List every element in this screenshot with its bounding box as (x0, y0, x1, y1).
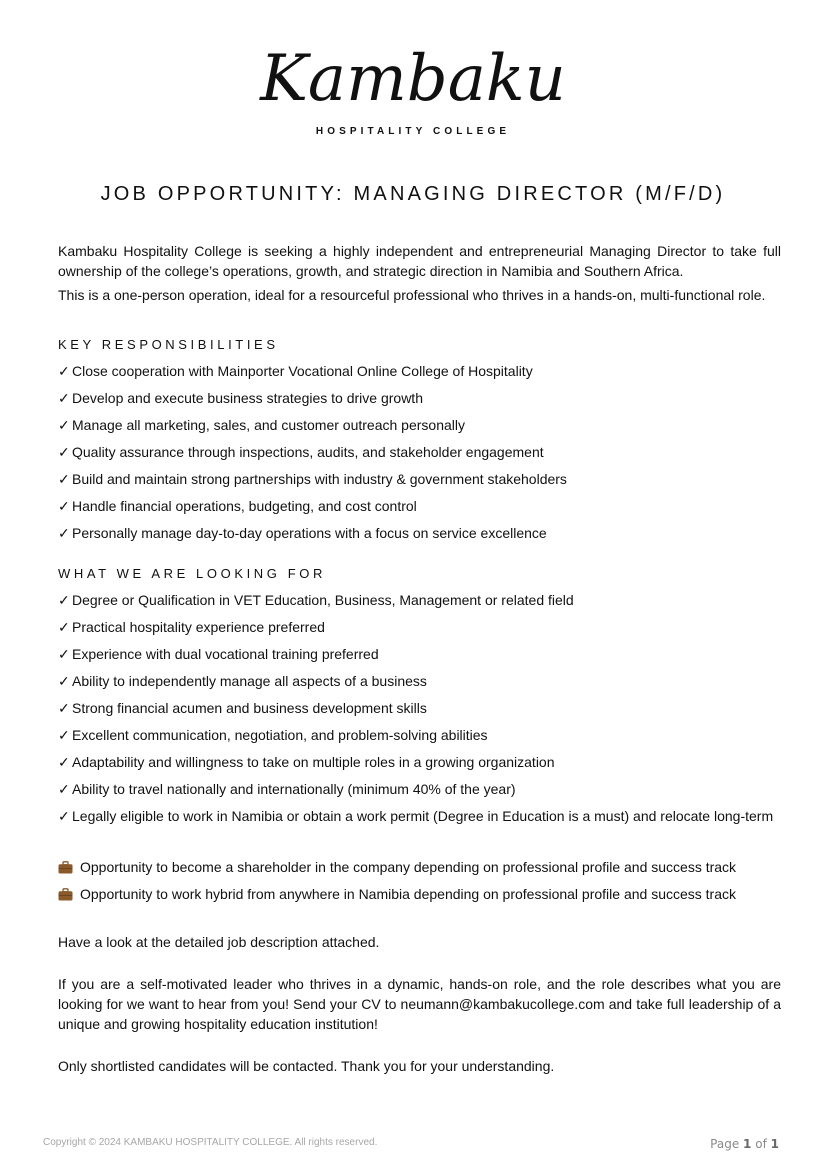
perk-item (58, 884, 781, 911)
checkmark-icon: ✓ (58, 619, 70, 635)
checkmark-icon: ✓ (58, 781, 70, 797)
checkmark-icon: ✓ (58, 471, 70, 487)
requirement-item-text: Legally eligible to work in Namibia or obtain a work permit (Degree in Education is a must) and relocate long-term (72, 808, 774, 824)
requirement-item-text: Ability to independently manage all aspects of a business (72, 673, 427, 689)
responsibility-item-text: Manage all marketing, sales, and customer outreach personally (72, 417, 465, 433)
requirement-item-text: Adaptability and willingness to take on multiple roles in a growing organization (72, 754, 555, 770)
attachment-note: Have a look at the detailed job description attached. (58, 934, 380, 950)
requirement-item (58, 698, 781, 725)
checkmark-icon: ✓ (58, 363, 70, 379)
intro-paragraph-2: This is a one-person operation, ideal for a resourceful professional who thrives in a hands-on, multi-functional role. (58, 287, 766, 303)
perk-item-text: Opportunity to become a shareholder in the company depending on professional profile and success track (80, 859, 737, 875)
responsibility-item (58, 496, 781, 523)
requirement-item (58, 671, 781, 698)
requirement-item-text: Excellent communication, negotiation, and problem-solving abilities (72, 727, 488, 743)
page-total: 1 (770, 1137, 779, 1151)
perk-item-text: Opportunity to work hybrid from anywhere in Namibia depending on professional profile and success track (80, 886, 737, 902)
intro-paragraph: Kambaku Hospitality College is seeking a highly independent and entrepreneurial Managing Director to take full ownership of the college’s operations, growth, and strategic direction in Namibia and Southern Africa. (58, 243, 781, 279)
checkmark-icon: ✓ (58, 498, 70, 514)
copyright-notice: Copyright © 2024 KAMBAKU HOSPITALITY COLLEGE. All rights reserved. (43, 1137, 378, 1148)
responsibility-item-text: Personally manage day-to-day operations with a focus on service excellence (72, 525, 547, 541)
checkmark-icon: ✓ (58, 390, 70, 406)
responsibility-item (58, 361, 781, 388)
page-word: Page (710, 1137, 740, 1151)
logo-subtitle: HOSPITALITY COLLEGE (315, 126, 511, 137)
page-number (710, 1137, 779, 1151)
checkmark-icon: ✓ (58, 700, 70, 716)
requirement-item (58, 590, 781, 617)
requirement-item (58, 617, 781, 644)
requirement-item (58, 644, 781, 671)
requirement-item (58, 725, 781, 752)
responsibilities-list (58, 361, 781, 550)
briefcase-icon (58, 886, 80, 906)
page-of: of (755, 1137, 767, 1151)
requirement-item-text: Experience with dual vocational training preferred (72, 646, 379, 662)
checkmark-icon: ✓ (58, 808, 70, 824)
checkmark-icon: ✓ (58, 417, 70, 433)
page-title: JOB OPPORTUNITY: MANAGING DIRECTOR (M/F/D) (100, 183, 726, 205)
responsibility-item-text: Quality assurance through inspections, audits, and stakeholder engagement (72, 444, 544, 460)
requirement-item (58, 752, 781, 779)
responsibility-item-text: Build and maintain strong partnerships with industry & government stakeholders (72, 471, 567, 487)
checkmark-icon: ✓ (58, 754, 70, 770)
responsibility-item (58, 388, 781, 415)
responsibilities-heading: KEY RESPONSIBILITIES (58, 337, 279, 352)
document-body (58, 241, 781, 1076)
checkmark-icon: ✓ (58, 592, 70, 608)
perks-list (58, 857, 781, 911)
requirement-item-text: Strong financial acumen and business development skills (72, 700, 427, 716)
requirement-item-text: Degree or Qualification in VET Education, Business, Management or related field (72, 592, 574, 608)
call-to-action-paragraph: If you are a self-motivated leader who thrives in a dynamic, hands-on role, and the role describes what you are looking for we want to hear from you! Send your CV to neumann@kambakucollege.com and take full leadership of a unique and growing hospitality education institution! (58, 976, 781, 1032)
briefcase-icon (58, 859, 80, 879)
requirement-item (58, 779, 781, 806)
requirement-item (58, 806, 781, 833)
responsibility-item (58, 442, 781, 469)
perk-item (58, 857, 781, 884)
kambaku-logo-wordmark (260, 30, 566, 120)
checkmark-icon: ✓ (58, 444, 70, 460)
requirements-heading: WHAT WE ARE LOOKING FOR (58, 566, 326, 581)
responsibility-item-text: Handle financial operations, budgeting, and cost control (72, 498, 417, 514)
checkmark-icon: ✓ (58, 525, 70, 541)
checkmark-icon: ✓ (58, 673, 70, 689)
responsibility-item-text: Close cooperation with Mainporter Vocational Online College of Hospitality (72, 363, 533, 379)
responsibility-item (58, 523, 781, 550)
requirement-item-text: Practical hospitality experience preferred (72, 619, 325, 635)
requirements-list (58, 590, 781, 833)
responsibility-item (58, 469, 781, 496)
responsibility-item (58, 415, 781, 442)
shortlist-note: Only shortlisted candidates will be contacted. Thank you for your understanding. (58, 1058, 555, 1074)
responsibility-item-text: Develop and execute business strategies to drive growth (72, 390, 423, 406)
checkmark-icon: ✓ (58, 727, 70, 743)
checkmark-icon: ✓ (58, 646, 70, 662)
logo-wordmark-text: Kambaku (260, 42, 566, 116)
page-current: 1 (743, 1137, 752, 1151)
requirement-item-text: Ability to travel nationally and internationally (minimum 40% of the year) (72, 781, 516, 797)
